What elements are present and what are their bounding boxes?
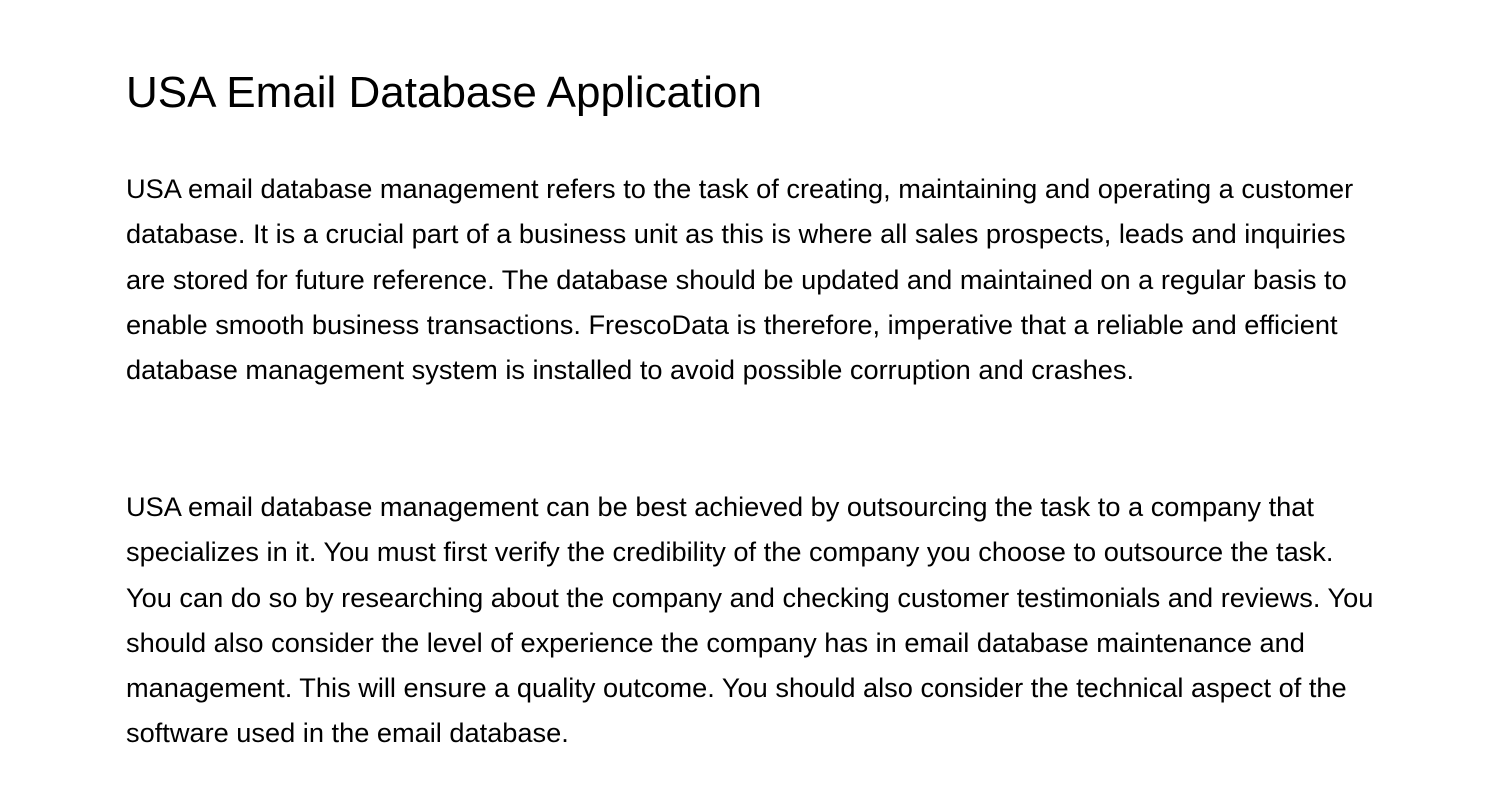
document-title: USA Email Database Application xyxy=(126,68,762,117)
paragraph-outsourcing: USA email database management can be best achieved by outsourcing the task to a company that specializes in it. You must first verify the credibility of the company you choose to outsource the task. You can do so by researching about the company and checking customer testimonials and reviews. You should also consider the level of experience the company has in email database maintenance and management. This will ensure a quality outcome. You should also consider the technical aspect of the software used in the email database. xyxy=(126,491,1374,749)
paragraph-intro: USA email database management refers to the task of creating, maintaining and operating a customer database. It is a crucial part of a business unit as this is where all sales prospects, leads and inquiries are stored for future reference. The database should be updated and maintained on a regular basis to enable smooth business transactions. FrescoData is therefore, imperative that a reliable and efficient database management system is installed to avoid possible corruption and crashes. xyxy=(126,173,1354,386)
